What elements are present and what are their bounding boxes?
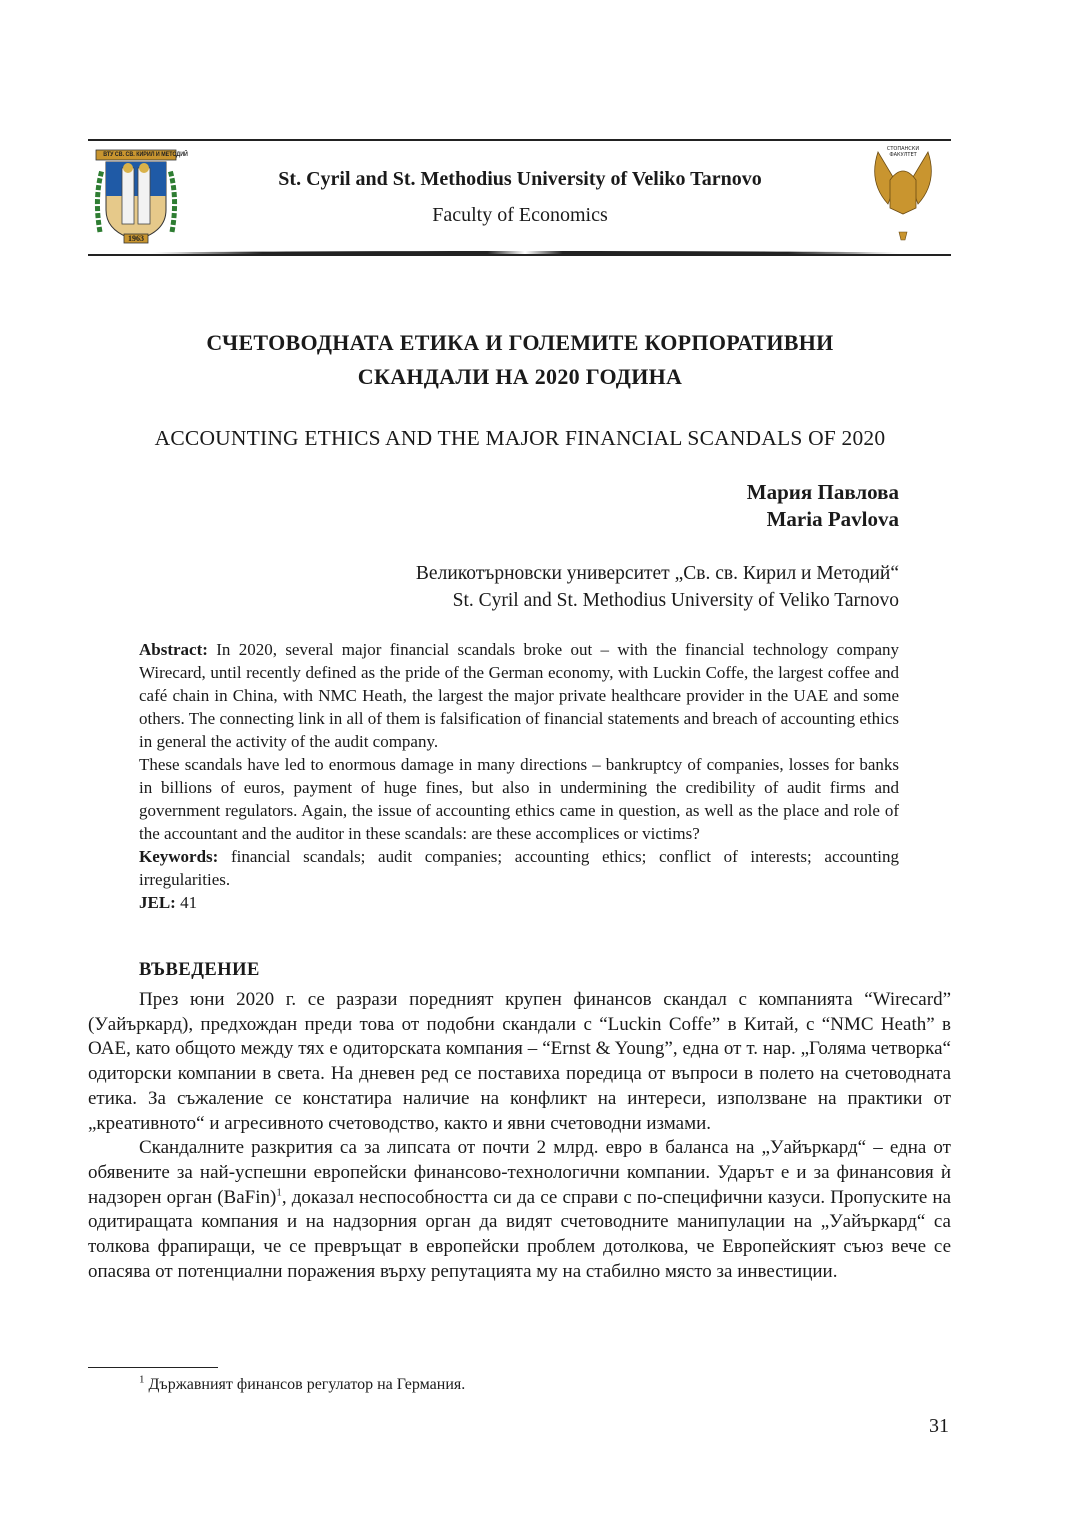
text-span: Скандалните разкрития са за липсата от почти 2 млрд. евро в баланса на „Уайъркард“ – една от обявените за най-успешни европейски финансово-технологични компании. Ударът е и за финансовия ѝ надзорен орган (BaFin): [88, 1137, 951, 1208]
abstract-block: [139, 638, 899, 914]
svg-text:ФАКУЛТЕТ: ФАКУЛТЕТ: [889, 152, 917, 158]
title-bulgarian-line2: СКАНДАЛИ НА 2020 ГОДИНА: [357, 364, 683, 389]
title-bulgarian-line1: СЧЕТОВОДНАТА ЕТИКА И ГОЛЕМИТЕ КОРПОРАТИВНИ: [206, 330, 834, 355]
author-name-bg: Мария Павлова: [746, 480, 899, 504]
abstract-text: In 2020, several major financial scandals broke out – with the financial technology company Wirecard, until recently defined as the pride of the German economy, with Luckin Coffe, the largest coffee and café chain in China, with NMC Heath, the largest the major private healthcare provider in the UAE and some others. The connecting link in all of them is falsification of financial statements and breach of accounting ethics in general the activity of the audit company.: [139, 640, 899, 751]
footnote-ref[interactable]: 1: [276, 1186, 282, 1199]
svg-text:СТОПАНСКИ: СТОПАНСКИ: [886, 146, 920, 152]
abstract-paragraph: These scandals have led to enormous damage in many directions – bankruptcy of companies, losses for banks in billions of euros, payment of huge fines, but also in undermining the credibility of audit firms and government regulators. Again, the issue of accounting ethics came in question, as well as the place and role of the accountant and the auditor in these scandals: are these accomplices or victims?: [139, 755, 899, 843]
footnote: [139, 1373, 466, 1394]
crest-banner-text: ВТУ СВ. СВ. КИРИЛ И МЕТОДИЙ: [103, 151, 188, 158]
faculty-name: Faculty of Economics: [432, 204, 608, 226]
footnote-text: Държавният финансов регулатор на Германия.: [144, 1376, 466, 1393]
keywords-text: financial scandals; audit companies; accounting ethics; conflict of interests; accounting irregularities.: [139, 847, 899, 889]
body-paragraph: През юни 2020 г. се разрази поредният крупен финансов скандал с компанията “Wirecard” (Уайъркард), предхождан преди това от подобни скандали с “Luckin Coffe” в Китай, с “NMC Heath” в ОАЕ, като общото между тях е одиторската компания – “Ernst & Young”, една от т. нар. „Голяма четворка“ одиторски компании в света. На дневен ред се поставиха поредица от въпроси в полето на счетоводната етика. За съжаление се констатира наличие на конфликт на интереси, използване на практики от „креативното“ и агресивното счетоводство, както и явни счетоводни измами.: [88, 989, 951, 1134]
body-text: [88, 988, 951, 1284]
university-name: St. Cyril and St. Methodius University of Veliko Tarnovo: [278, 168, 762, 190]
faculty-emblem-logo: [868, 142, 938, 247]
crest-year: 1963: [128, 234, 144, 243]
text-span: , доказал неспособността си да се справи с по-специфични казуси. Пропуските на одитиращата компания и на надзорния орган да видят счетоводните манипулации на „Уайъркард“ са толкова фрапиращи, че се превръщат в европейски проблем дотолкова, че Европейският съюз вече се опасява от потенциални поражения върху репутацията му на стабилно място за инвестиции.: [88, 1186, 952, 1282]
body-paragraph: [88, 1136, 951, 1284]
jel: [139, 891, 899, 914]
title-english: ACCOUNTING ETHICS AND THE MAJOR FINANCIAL SCANDALS OF 2020: [154, 426, 886, 450]
footnote-mark: 1: [139, 1373, 145, 1386]
abstract-label: Abstract:: [139, 640, 208, 659]
author-name-en: Maria Pavlova: [766, 507, 899, 531]
affiliation-bg: Великотърновски университет „Св. св. Кирил и Методий“: [415, 563, 899, 584]
header-decorative-swoosh: [150, 251, 900, 255]
jel-label: JEL:: [139, 893, 176, 912]
jel-code: 41: [175, 893, 198, 912]
university-crest-logo: [92, 148, 188, 248]
footnote-rule: [88, 1367, 218, 1368]
keywords: [139, 845, 899, 891]
keywords-label: Keywords:: [139, 847, 219, 866]
header-top-rule: [88, 139, 951, 141]
abstract-paragraph: [139, 638, 899, 753]
section-heading-introduction: ВЪВЕДЕНИЕ: [139, 960, 260, 980]
affiliation-en: St. Cyril and St. Methodius University of Veliko Tarnovo: [452, 590, 899, 611]
page-number: 31: [929, 1415, 949, 1437]
